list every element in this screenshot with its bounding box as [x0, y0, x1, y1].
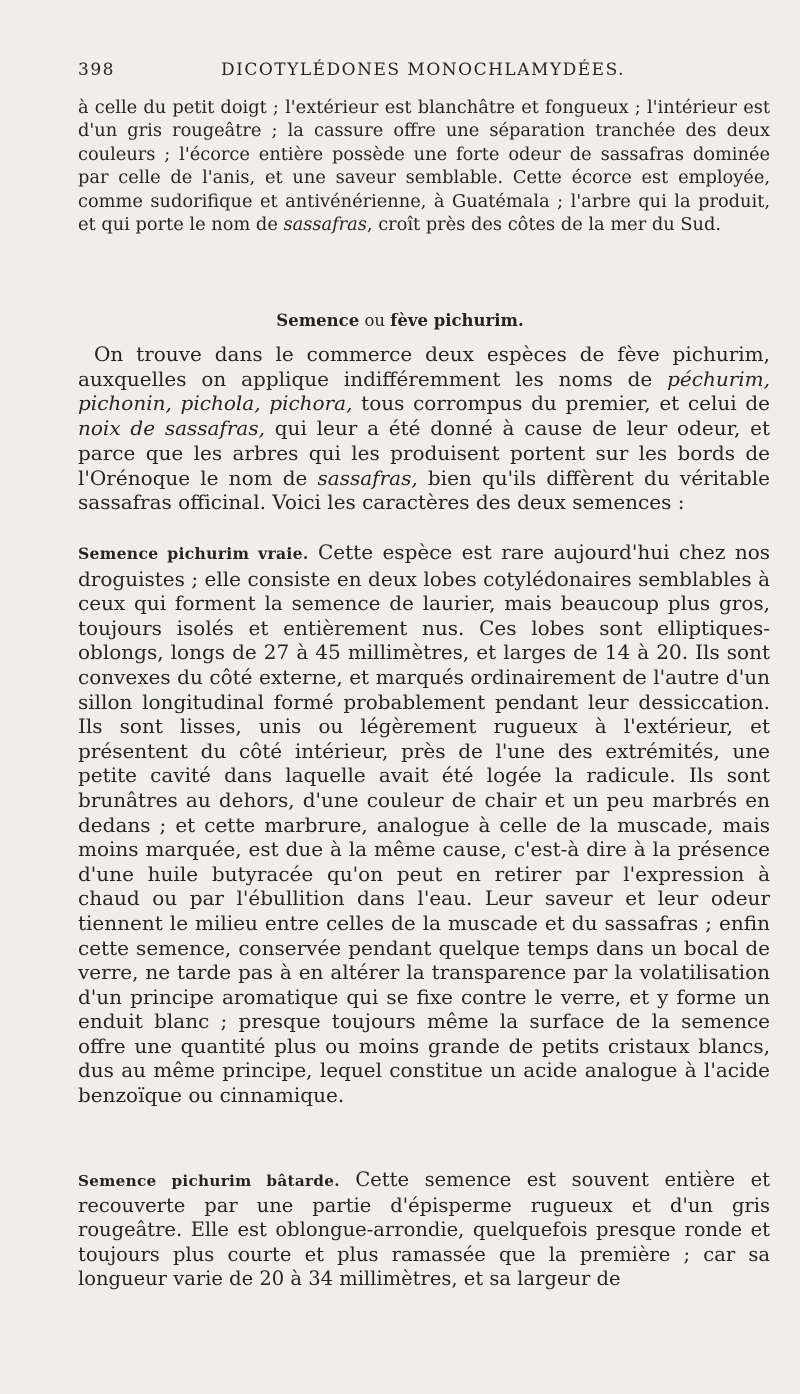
heading-part: Semence [276, 311, 360, 330]
italic-term: sassafras [283, 214, 367, 236]
italic-term: péchurim, pichonin, pichola, pichora, [78, 366, 770, 416]
run-in-label: Semence pichurim bâtarde. [78, 1172, 340, 1190]
heading-part: fève pichurim. [390, 311, 524, 330]
section-heading [0, 311, 800, 330]
text: tous corrompus du premier, et celui de [352, 391, 770, 416]
heading-part: ou [364, 311, 386, 330]
italic-term: noix de sassafras, [78, 416, 265, 441]
italic-term: sassafras, [317, 465, 418, 490]
text: Cette espèce est rare aujourd'hui chez nos droguistes ; elle consiste en deux lobes cotylédonaires semblables à ceux qui forment la semence de laurier, mais beaucoup plus gros, toujours isolés et entièrement nus. Ces lobes sont elliptiques-oblongs, longs de 27 à 45 millimètres, et larges de 14 à 20. Ils sont convexes du côté externe, et marqués ordinairement de l'autre d'un sillon longitudinal formé probablement pendant leur dessiccation. Ils sont lisses, unis ou légèrement rugueux à l'extérieur, et présentent du côté intérieur, près de l'une des extrémités, une petite cavité dans laquelle avait été logée la radicule. Ils sont brunâtres au dehors, d'une couleur de chair et un peu marbrés en dedans ; et cette marbrure, analogue à celle de la muscade, mais moins marquée, est due à la même cause, c'est-à dire à la présence d'une huile butyracée qu'on peut en retirer par l'expression à chaud ou par l'ébullition dans l'eau. Leur saveur et leur odeur tiennent le milieu entre celles de la muscade et du sassafras ; enfin cette semence, conservée pendant quelque temps dans un bocal de verre, ne tarde pas à en altérer la transparence par la volatilisation d'un principe aromatique qui se fixe contre le verre, et y forme un enduit blanc ; presque toujours même la surface de la semence offre une quantité plus ou moins grande de petits cristaux blancs, dus au même principe, lequel constitue un acide analogue à l'acide benzoïque ou cinnamique. [78, 540, 771, 1108]
paragraph-continuation [78, 96, 770, 236]
text: On trouve dans le commerce deux espèces de fève pichurim, auxquelles on applique indifféremment les noms de [78, 342, 770, 391]
paragraph-intro [78, 342, 770, 515]
paragraph-bastard-pichurim [78, 1168, 770, 1292]
text: bien qu'ils diffèrent du véritable sassafras officinal. Voici les caractères des deux semences : [78, 465, 770, 515]
paragraph-true-pichurim [78, 540, 770, 1108]
text: , croît près des côtes de la mer du Sud. [366, 214, 722, 236]
run-in-label: Semence pichurim vraie. [78, 544, 309, 563]
text: qui leur a été donné à cause de leur odeur, et parce que les arbres qui les produisent portent sur les bords de l'Orénoque le nom de [78, 416, 770, 490]
running-header [78, 60, 768, 88]
text: à celle du petit doigt ; l'extérieur est blanchâtre et fongueux ; l'intérieur est d'un gris rougeâtre ; la cassure offre une séparation tranchée des deux couleurs ; l'écorce entière possède une forte odeur de sassafras dominée par celle de l'anis, et une saveur semblable. Cette écorce est employée, comme sudorifique et antivénérienne, à Guatémala ; l'arbre qui la produit, et qui porte le nom de [78, 97, 770, 236]
page-number: 398 [78, 60, 115, 80]
running-title: DICOTYLÉDONES MONOCHLAMYDÉES. [220, 60, 626, 80]
text: Cette semence est souvent entière et recouverte par une partie d'épisperme rugueux et d'un gris rougeâtre. Elle est oblongue-arrondie, quelquefois presque ronde et toujours plus courte et plus ramassée que la première ; car sa longueur varie de 20 à 34 millimètres, et sa largeur de [78, 1168, 770, 1291]
